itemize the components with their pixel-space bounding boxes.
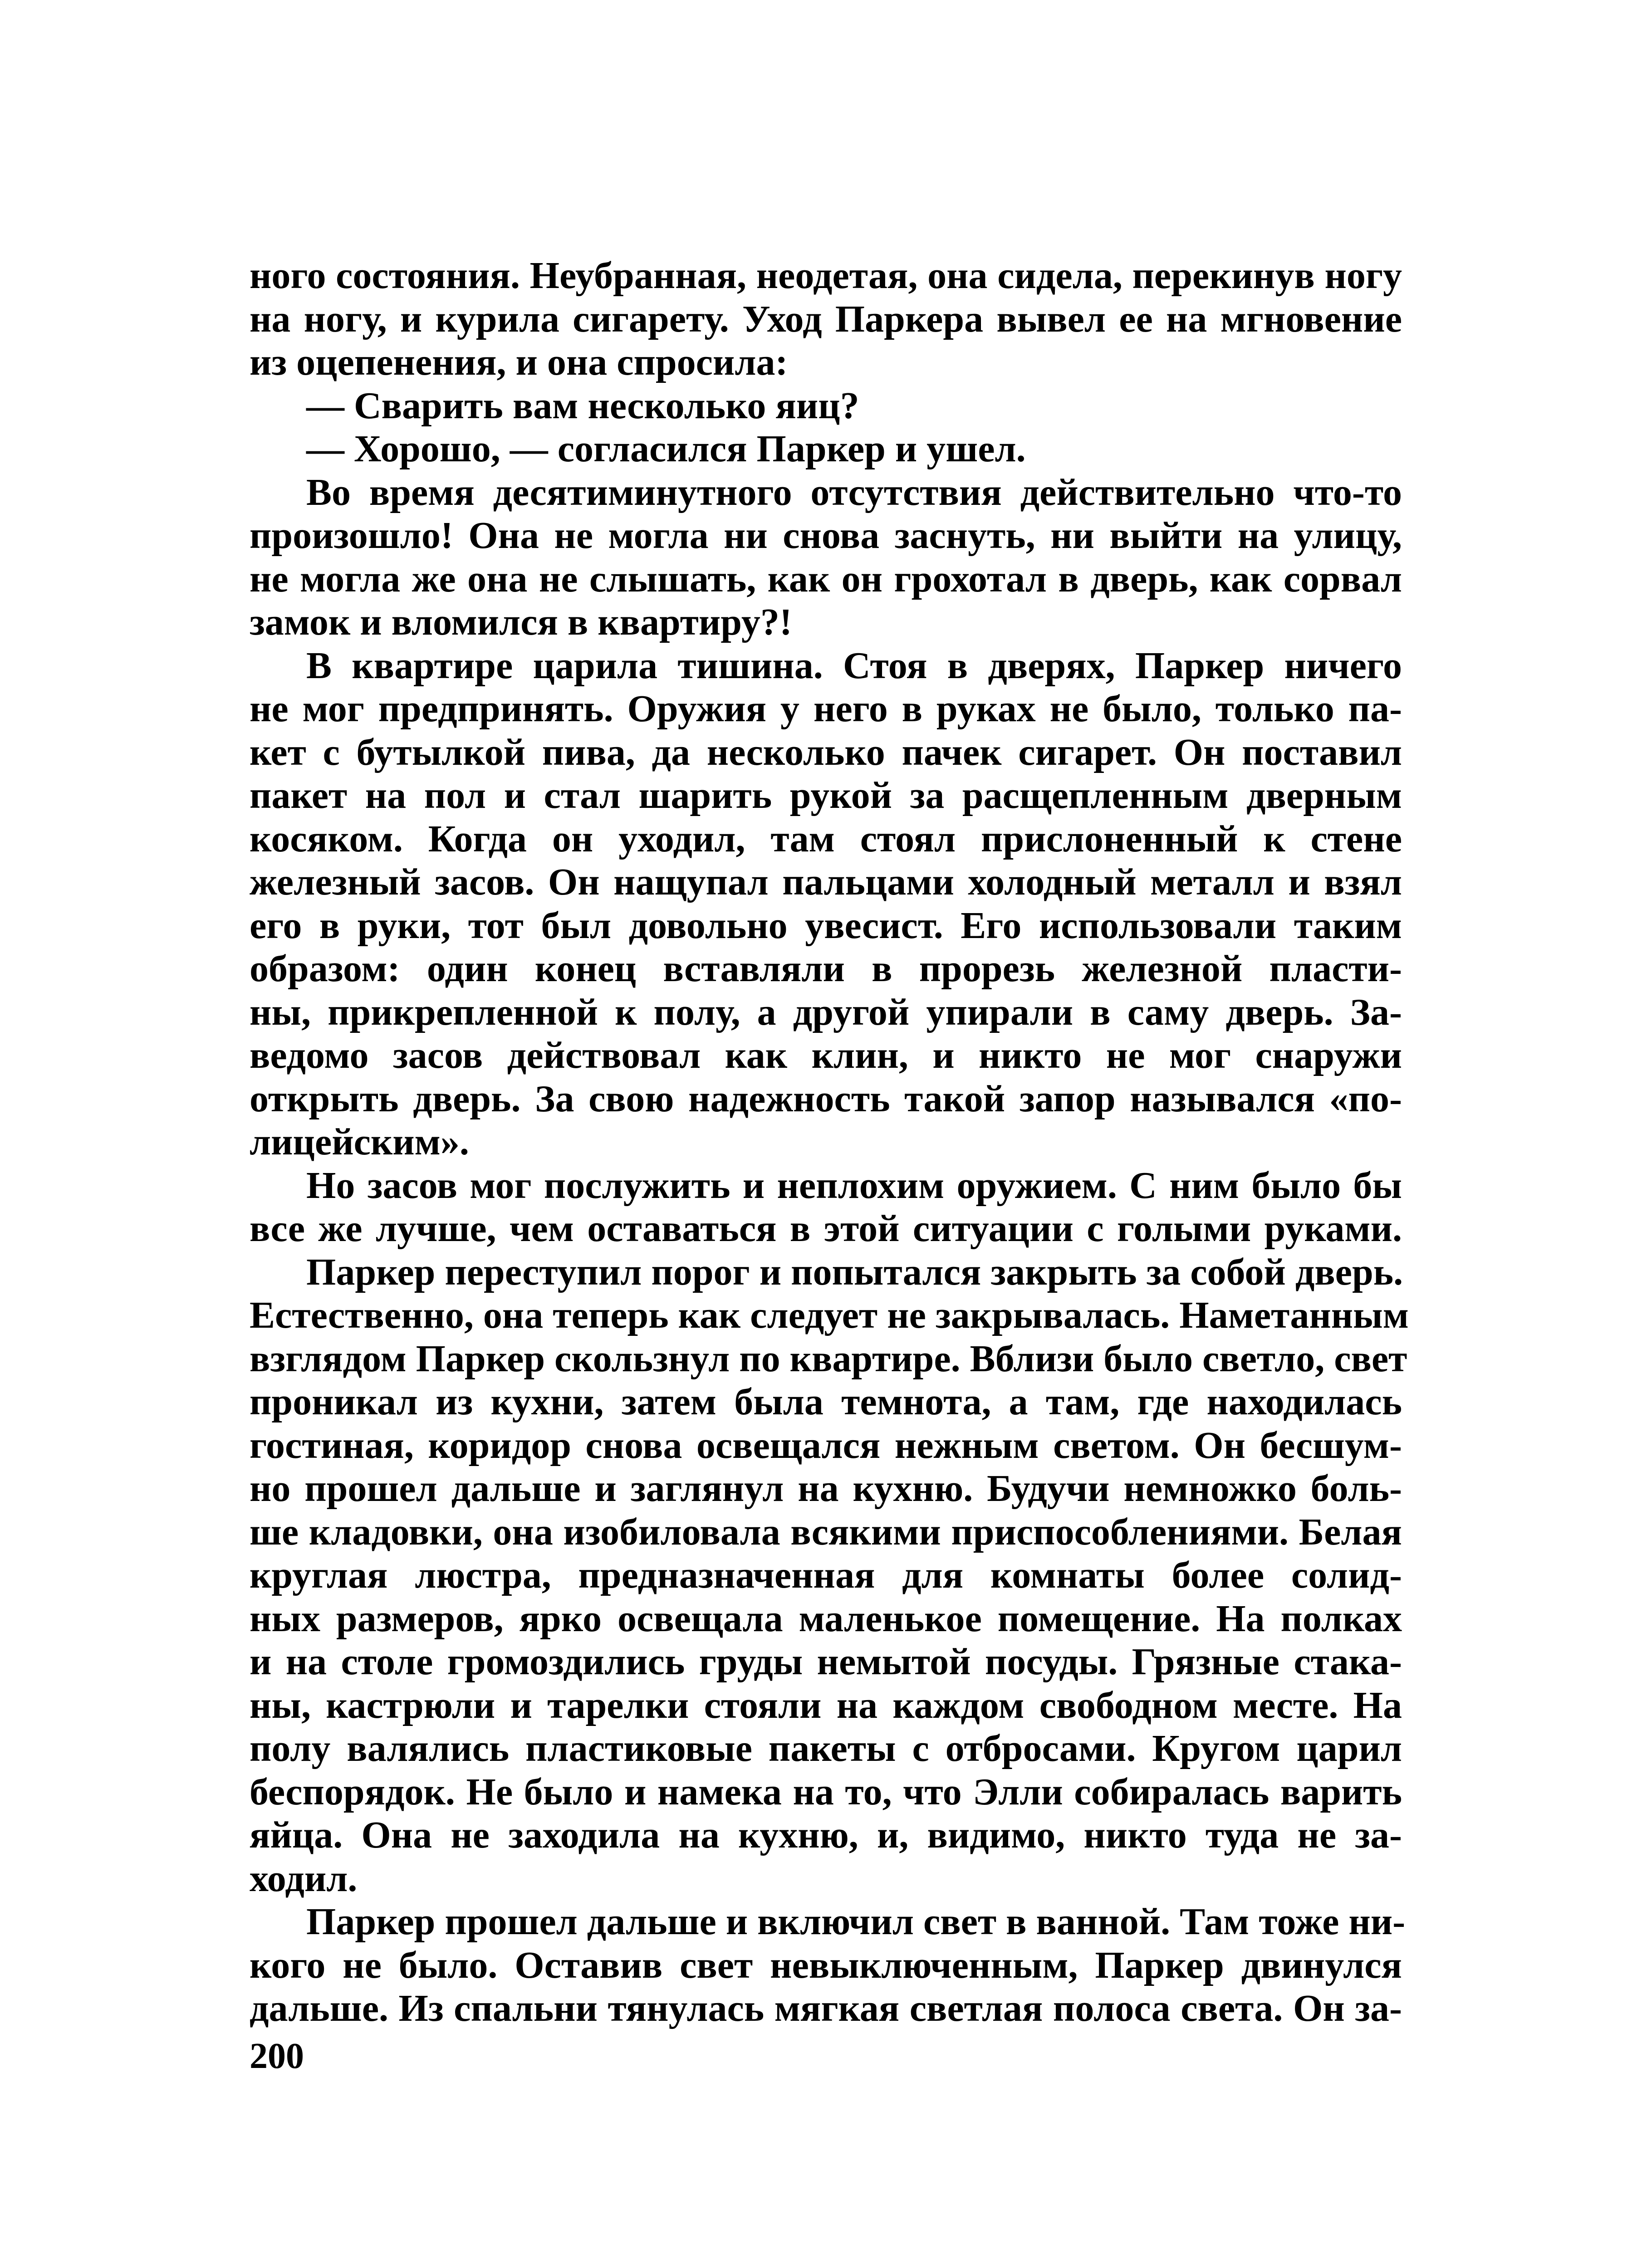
text-line: полу валялись пластиковые пакеты с отбросами. Кругом царил — [250, 1727, 1402, 1769]
text-line: открыть дверь. За свою надежность такой запор назывался «по- — [250, 1077, 1402, 1120]
text-line: кого не было. Оставив свет невыключенным, Паркер двинулся — [250, 1944, 1402, 1986]
text-line: и на столе громоздились груды немытой посуды. Грязные стака- — [250, 1641, 1402, 1683]
dialogue-line: — Хорошо, — согласился Паркер и ушел. — [306, 428, 1026, 470]
text-line: яйца. Она не заходила на кухню, и, видимо, никто туда не за- — [250, 1814, 1402, 1856]
text-line: ходил. — [250, 1857, 358, 1900]
text-line: из оцепенения, и она спросила: — [250, 341, 788, 383]
text-line: косяком. Когда он уходил, там стоял прислоненный к стене — [250, 817, 1402, 860]
text-line: образом: один конец вставляли в прорезь железной пласти- — [250, 948, 1402, 990]
text-line: ных размеров, ярко освещала маленькое помещение. На полках — [250, 1597, 1402, 1640]
text-line: ны, кастрюли и тарелки стояли на каждом свободном месте. На — [250, 1684, 1402, 1726]
text-line: кет с бутылкой пива, да несколько пачек сигарет. Он поставил — [250, 731, 1402, 773]
text-line: ного состояния. Неубранная, неодетая, она сидела, перекинув ногу — [250, 254, 1402, 297]
text-line: лицейским». — [250, 1121, 469, 1163]
text-line: дальше. Из спальни тянулась мягкая светлая полоса света. Он за- — [250, 1987, 1402, 2029]
text-line: гостиная, коридор снова освещался нежным светом. Он бесшум- — [250, 1424, 1402, 1466]
text-line: ны, прикрепленной к полу, а другой упирали в саму дверь. За- — [250, 991, 1402, 1033]
page-body — [250, 254, 1409, 2030]
text-line: но прошел дальше и заглянул на кухню. Будучи немножко боль- — [250, 1467, 1402, 1510]
text-line: пакет на пол и стал шарить рукой за расщепленным дверным — [250, 774, 1402, 816]
page-number: 200 — [250, 2036, 304, 2076]
text-line: Естественно, она теперь как следует не закрывалась. Наметанным — [250, 1294, 1409, 1336]
text-line: круглая люстра, предназначенная для комнаты более солид- — [250, 1554, 1402, 1596]
dialogue-line: — Сварить вам несколько яиц? — [306, 384, 859, 427]
text-line: Во время десятиминутного отсутствия действительно что-то — [306, 471, 1402, 513]
text-line: взглядом Паркер скользнул по квартире. Вблизи было светло, свет — [250, 1337, 1407, 1380]
text-line: замок и вломился в квартиру?! — [250, 601, 792, 643]
text-line: беспорядок. Не было и намека на то, что Элли собиралась варить — [250, 1770, 1402, 1813]
text-line: все же лучше, чем оставаться в этой ситуации с голыми руками. — [250, 1207, 1402, 1250]
text-line: Но засов мог послужить и неплохим оружием. С ним было бы — [306, 1164, 1402, 1207]
text-line: на ногу, и курила сигарету. Уход Паркера вывел ее на мгновение — [250, 298, 1402, 340]
text-line: не могла же она не слышать, как он грохотал в дверь, как сорвал — [250, 557, 1402, 600]
text-line: Паркер прошел дальше и включил свет в ванной. Там тоже ни- — [306, 1901, 1406, 1943]
text-line: ше кладовки, она изобиловала всякими приспособлениями. Белая — [250, 1510, 1402, 1553]
text-line: Паркер переступил порог и попытался закрыть за собой дверь. — [306, 1251, 1403, 1293]
text-line: его в руки, тот был довольно увесист. Его использовали таким — [250, 904, 1402, 947]
text-line: железный засов. Он нащупал пальцами холодный металл и взял — [250, 861, 1402, 903]
text-line: произошло! Она не могла ни снова заснуть, ни выйти на улицу, — [250, 514, 1402, 557]
text-line: не мог предпринять. Оружия у него в руках не было, только па- — [250, 688, 1402, 730]
text-line: проникал из кухни, затем была темнота, а там, где находилась — [250, 1381, 1402, 1423]
text-line: ведомо засов действовал как клин, и никто не мог снаружи — [250, 1034, 1402, 1076]
text-line: В квартире царила тишина. Стоя в дверях, Паркер ничего — [306, 644, 1402, 687]
